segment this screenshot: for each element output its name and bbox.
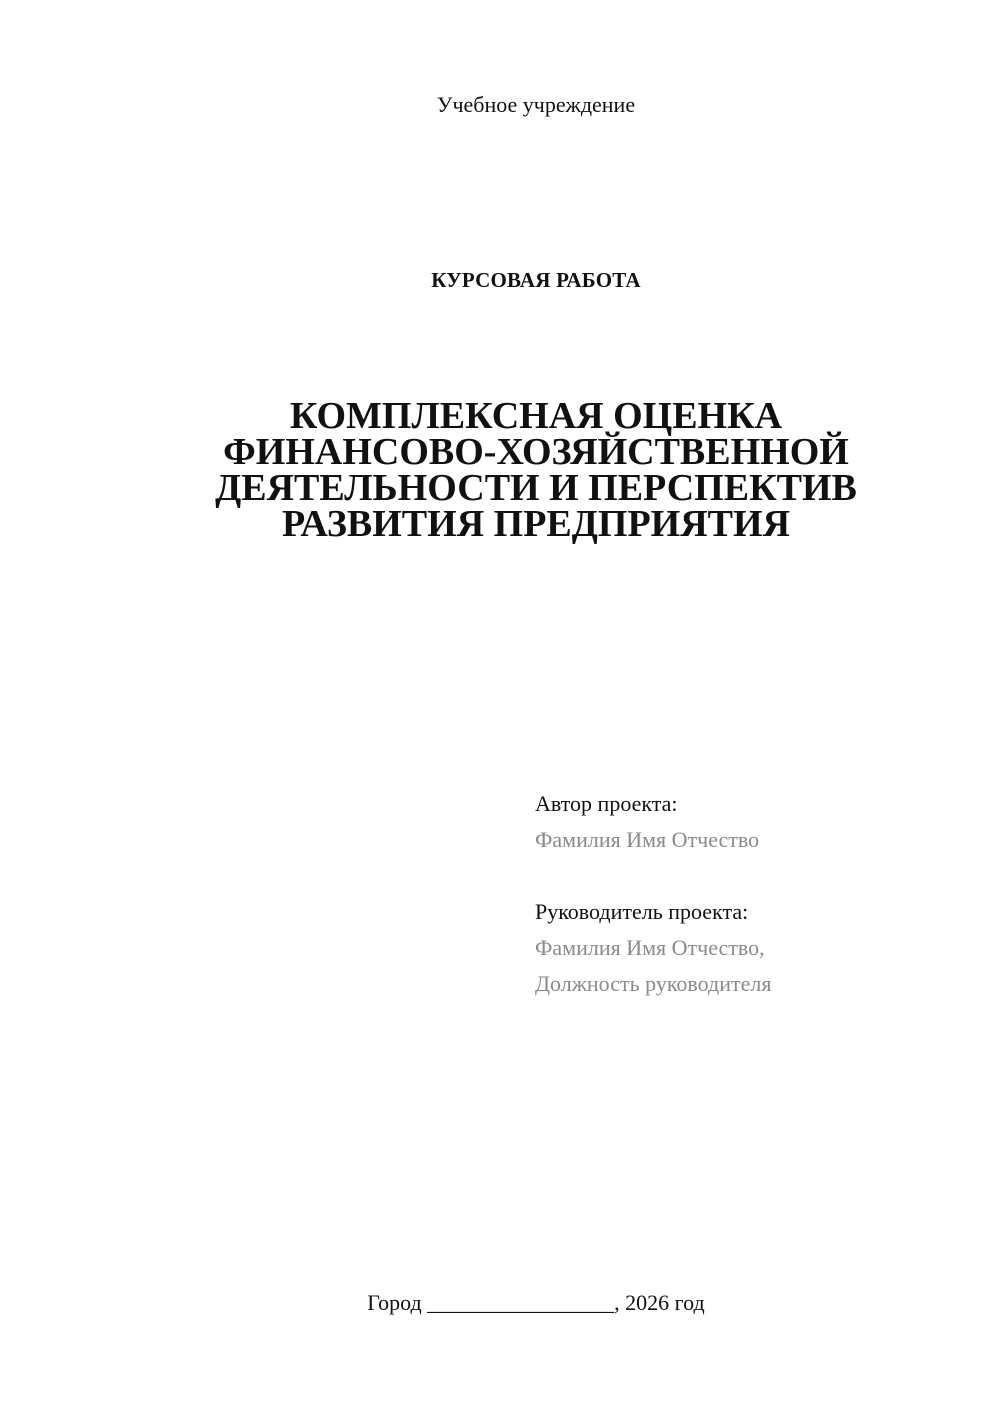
supervisor-position: Должность руководителя (535, 971, 772, 996)
document-title (140, 395, 932, 545)
spacer (535, 858, 975, 894)
supervisor-name: Фамилия Имя Отчество, (535, 935, 765, 960)
document-type: КУРСОВАЯ РАБОТА (431, 268, 641, 292)
author-label: Автор проекта: (535, 791, 678, 816)
title-line: ДЕЯТЕЛЬНОСТИ И ПЕРСПЕКТИВ (215, 467, 857, 509)
title-line: ФИНАНСОВО-ХОЗЯЙСТВЕННОЙ (223, 431, 849, 473)
institution-name: Учебное учреждение (436, 92, 636, 117)
author-name: Фамилия Имя Отчество (535, 827, 760, 852)
supervisor-label: Руководитель проекта: (535, 899, 749, 924)
title-line: РАЗВИТИЯ ПРЕДПРИЯТИЯ (281, 503, 791, 545)
title-line: КОМПЛЕКСНАЯ ОЦЕНКА (289, 395, 783, 437)
city-year-line: Город _________________, 2026 год (367, 1290, 705, 1315)
credits-block (535, 786, 975, 1002)
